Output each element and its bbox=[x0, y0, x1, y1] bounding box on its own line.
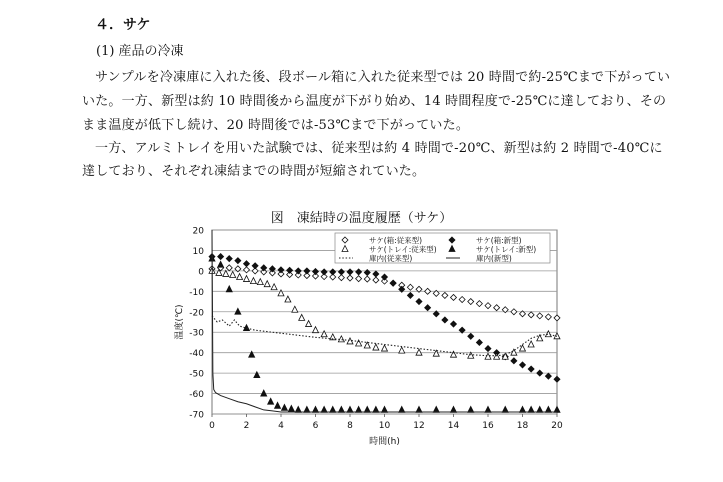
x-tick-label: 12 bbox=[413, 421, 425, 431]
y-tick-label: -30 bbox=[189, 328, 204, 339]
x-tick-label: 20 bbox=[551, 421, 563, 431]
paragraph-line: 達しており、それぞれ凍結までの時間が短縮されていた。 bbox=[82, 164, 426, 179]
y-tick-label: 0 bbox=[198, 267, 204, 278]
y-tick-label: -70 bbox=[189, 410, 204, 421]
legend-label: 庫内(従来型) bbox=[369, 254, 413, 263]
legend-label: サケ(トレイ:新型) bbox=[476, 245, 537, 254]
x-tick-label: 10 bbox=[378, 421, 391, 431]
y-axis-label: 温度(℃) bbox=[175, 304, 185, 340]
paragraph-line: サンプルを冷凍庫に入れた後、段ボール箱に入れた従来型では 20 時間で約-25℃まで下がってい bbox=[95, 70, 671, 85]
figure-title: 図 凍結時の温度履歴（サケ） bbox=[270, 211, 453, 226]
x-tick-label: 2 bbox=[243, 421, 250, 431]
chart-legend bbox=[335, 233, 550, 263]
x-tick-label: 0 bbox=[209, 421, 215, 431]
x-tick-label: 14 bbox=[447, 421, 460, 431]
y-tick-label: -40 bbox=[189, 349, 204, 360]
y-tick-label: -60 bbox=[189, 390, 204, 401]
y-tick-label: -10 bbox=[189, 287, 204, 298]
legend-label: 庫内(新型) bbox=[476, 254, 512, 263]
y-tick-label: -50 bbox=[189, 369, 204, 380]
paragraph-line: いた。一方、新型は約 10 時間後から温度が下がり始め、14 時間程度で-25℃に達しており、その bbox=[82, 94, 667, 109]
y-tick-label: 20 bbox=[192, 226, 204, 237]
subsection-heading: (1) 産品の冷凍 bbox=[96, 44, 184, 59]
x-tick-label: 18 bbox=[516, 421, 529, 431]
x-axis-label: 時間(h) bbox=[369, 437, 400, 447]
y-tick-label: 10 bbox=[192, 246, 204, 257]
y-tick-label: -20 bbox=[189, 308, 204, 319]
x-tick-label: 16 bbox=[482, 421, 494, 431]
x-tick-label: 4 bbox=[278, 421, 284, 431]
section-heading: ４．サケ bbox=[95, 17, 151, 33]
legend-label: サケ(箱:新型) bbox=[476, 236, 522, 245]
legend-label: サケ(トレイ:従来型) bbox=[369, 245, 437, 254]
legend-label: サケ(箱:従来型) bbox=[369, 236, 423, 245]
paragraph-line: 一方、アルミトレイを用いた試験では、従来型は約 4 時間で-20℃、新型は約 2 時間で-40℃に bbox=[95, 141, 663, 156]
paragraph-line: まま温度が低下し続け、20 時間後では-53℃まで下がっていた。 bbox=[82, 118, 470, 133]
x-tick-label: 8 bbox=[347, 421, 353, 431]
x-tick-label: 6 bbox=[312, 421, 319, 431]
